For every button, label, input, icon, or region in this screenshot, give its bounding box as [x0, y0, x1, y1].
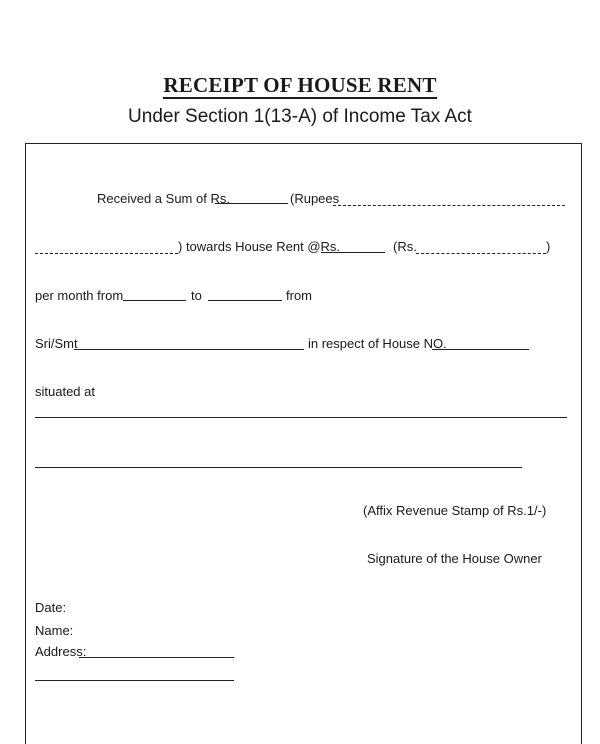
- owner-address-line-2-field[interactable]: [35, 680, 234, 681]
- from-label: from: [286, 288, 312, 303]
- tenant-name-field[interactable]: [74, 349, 304, 350]
- receipt-subtitle: Under Section 1(13-A) of Income Tax Act: [128, 106, 472, 127]
- situated-at-label: situated at: [35, 384, 95, 399]
- address-line-1-field[interactable]: [35, 417, 567, 418]
- rupees-in-words-continued-field[interactable]: [35, 253, 178, 254]
- to-date-field[interactable]: [208, 300, 282, 301]
- amount-field[interactable]: [215, 203, 288, 204]
- towards-house-rent-label: ) towards House Rent @Rs.: [178, 239, 341, 254]
- rs-in-words-field[interactable]: [416, 253, 546, 254]
- rent-rate-field[interactable]: [321, 252, 385, 253]
- owner-address-field[interactable]: [79, 657, 234, 658]
- address-line-2-field[interactable]: [35, 467, 522, 468]
- received-sum-label: Received a Sum of Rs.: [97, 191, 230, 206]
- address-label: Address:: [35, 644, 87, 659]
- sri-smt-label: Sri/Smt: [35, 336, 78, 351]
- receipt-frame: [25, 143, 582, 744]
- from-date-field[interactable]: [123, 300, 186, 301]
- per-month-from-label: per month from: [35, 288, 124, 303]
- house-number-field[interactable]: [432, 349, 529, 350]
- rupees-in-words-field[interactable]: [333, 205, 565, 206]
- date-label: Date:: [35, 600, 67, 615]
- receipt-title: RECEIPT OF HOUSE RENT: [163, 73, 437, 97]
- to-label: to: [191, 288, 202, 303]
- house-number-label: in respect of House NO.: [308, 336, 447, 351]
- name-label: Name:: [35, 623, 74, 638]
- rupees-label: (Rupees: [290, 191, 340, 206]
- rs-label: (Rs.: [393, 239, 417, 254]
- close-paren: ): [546, 239, 551, 254]
- owner-signature-label: Signature of the House Owner: [367, 551, 542, 566]
- revenue-stamp-label: (Affix Revenue Stamp of Rs.1/-): [363, 503, 547, 518]
